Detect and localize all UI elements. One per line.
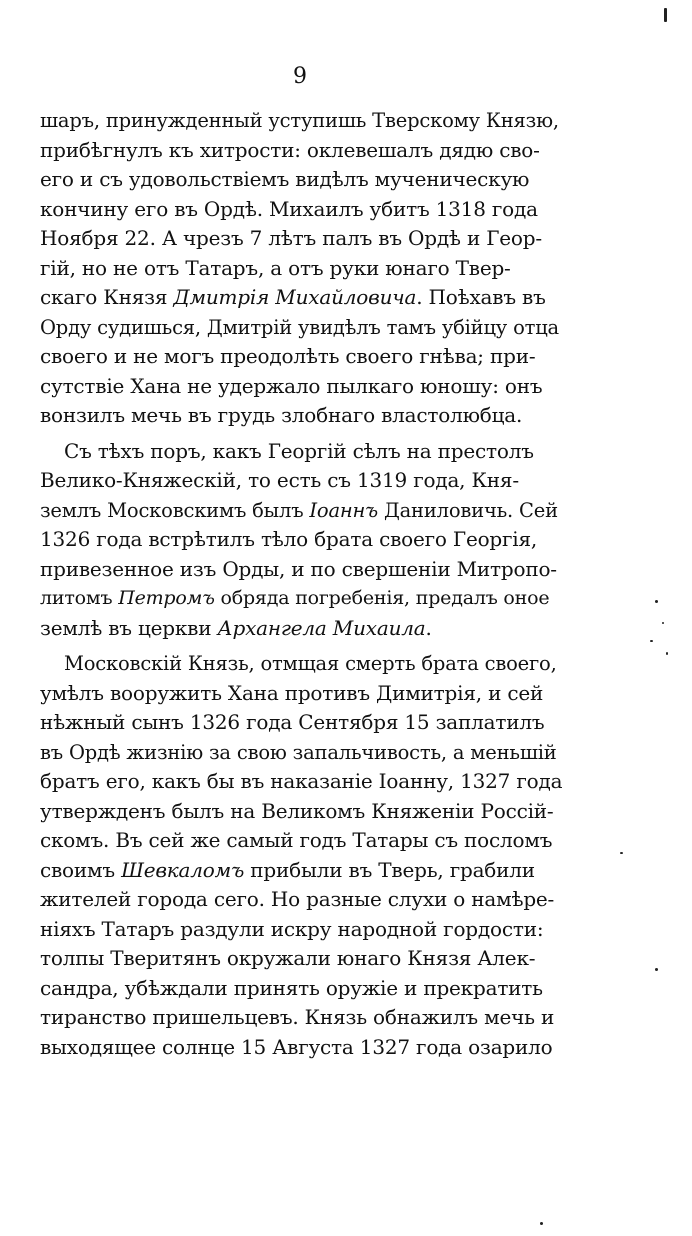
text-run: скаго Князя (40, 285, 174, 309)
text-line (40, 254, 562, 284)
text-run: скомъ. Въ сей же самый годъ Татары съ посломъ (40, 828, 553, 852)
text-run: Орду судишься, Дмитрій увидѣлъ тамъ убійцу отца (40, 315, 559, 339)
text-run: 1326 года встрѣтилъ тѣло брата своего Георгія, (40, 527, 538, 551)
text-line (40, 1033, 562, 1063)
text-run: вонзилъ мечь въ грудь злобнаго властолюбца. (40, 403, 523, 427)
text-run: прибѣгнулъ къ хитрости: оклевешалъ дядю сво- (40, 137, 540, 162)
text-line (40, 1003, 562, 1033)
text-run: обряда погребенія, предалъ оное (214, 587, 550, 609)
text-line (40, 106, 562, 136)
text-run: кончину его въ Ордѣ. Михаилъ убитъ 1318 года (40, 196, 538, 221)
text-line (40, 856, 562, 886)
italic-name: Архангела Михаила (217, 615, 426, 640)
italic-name: Іоаннъ (309, 498, 378, 522)
text-run: Съ тѣхъ поръ, какъ Георгій сѣлъ на престолъ (64, 438, 534, 463)
text-line (40, 708, 562, 738)
text-run: тиранство пришельцевъ. Князь обнажилъ мечь и (40, 1005, 555, 1029)
text-run: землѣ въ церкви (40, 615, 218, 640)
text-run: литомъ (40, 587, 119, 609)
text-run: жителей города сего. Но разные слухи о намѣре- (40, 887, 555, 911)
text-line (40, 767, 562, 797)
text-run: шаръ, принужденный уступишь Тверскому Князю, (40, 109, 559, 132)
body-text (40, 106, 562, 1062)
text-line (40, 797, 562, 827)
text-run: ніяхъ Татаръ раздули искру народной гордости: (40, 916, 544, 941)
text-line (40, 584, 562, 614)
text-line (40, 826, 562, 856)
text-run: Велико-Княжескій, то есть съ 1319 года, Кня- (40, 468, 519, 492)
italic-name: Шевкаломъ (121, 857, 245, 882)
text-run: утвержденъ былъ на Великомъ Княженіи Россій- (40, 798, 554, 823)
text-run: братъ его, какъ бы въ наказаніе Іоанну, 1327 года (40, 769, 563, 793)
text-line (40, 437, 562, 467)
text-line (40, 915, 562, 945)
text-run: . Поѣхавъ въ (416, 285, 546, 309)
text-run: гій, но не отъ Татаръ, а отъ руки юнаго Твер- (40, 255, 511, 280)
text-line (40, 944, 562, 974)
text-line (40, 679, 562, 709)
text-run: прибыли въ Тверь, грабили (244, 857, 535, 882)
text-line (40, 136, 562, 166)
text-run: въ Ордѣ жизнію за свою запальчивость, а меньшій (40, 740, 557, 764)
text-line (40, 614, 562, 644)
text-run: землъ Московскимъ былъ (40, 498, 310, 522)
text-run: Ноября 22. А чрезъ 7 лѣтъ палъ въ Ордѣ и Геор- (40, 226, 542, 250)
text-line (40, 525, 562, 555)
text-run: сандра, убѣждали принять оружіе и прекратить (40, 975, 543, 1000)
italic-name: Дмитрія Михайловича (173, 285, 417, 309)
text-line (40, 224, 562, 254)
text-run: своего и не могъ преодолѣть своего гнѣва; при- (40, 344, 536, 368)
text-run: своимъ (40, 857, 122, 882)
text-line (40, 342, 562, 372)
text-run: Московскій Князь, отмщая смерть брата своего, (64, 652, 557, 675)
text-line (40, 555, 562, 585)
text-line (40, 974, 562, 1004)
text-run: толпы Тверитянъ окружали юнаго Князя Алек- (40, 946, 536, 970)
text-line (40, 372, 562, 402)
text-run: сутствіе Хана не удержало пылкаго юношу: онъ (40, 373, 543, 398)
text-line (40, 401, 562, 431)
italic-name: Петромъ (118, 587, 215, 609)
text-line (40, 885, 562, 915)
text-line (40, 195, 562, 225)
text-run: нѣжный сынъ 1326 года Сентября 15 заплатилъ (40, 710, 545, 734)
text-line (40, 496, 562, 526)
text-run: . (425, 615, 432, 640)
text-run: его и съ удовольствіемъ видѣлъ мученическую (40, 167, 530, 191)
text-line (40, 738, 562, 768)
text-line (40, 649, 562, 679)
text-line (40, 466, 562, 496)
text-line (40, 165, 562, 195)
text-run: выходящее солнце 15 Августа 1327 года озарило (40, 1034, 553, 1059)
text-run: привезенное изъ Орды, и по свершеніи Митропо- (40, 556, 557, 581)
text-line (40, 283, 562, 313)
text-run: Даниловичь. Сей (377, 498, 558, 522)
text-line (40, 313, 562, 343)
text-run: умѣлъ вооружить Хана противъ Димитрія, и сей (40, 680, 544, 705)
page-number: 9 (293, 64, 307, 89)
